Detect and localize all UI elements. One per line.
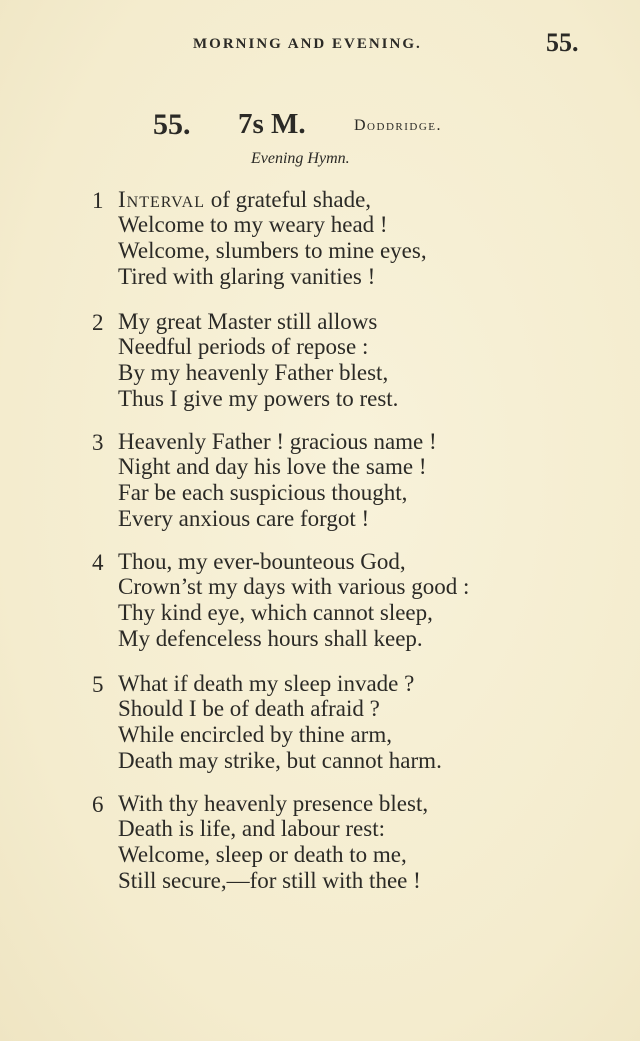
- stanza-line: Crown’st my days with various good :: [118, 574, 470, 599]
- stanza-line: Still secure,—for still with thee !: [118, 868, 421, 893]
- stanza-number: 6: [92, 792, 104, 817]
- running-head: MORNING AND EVENING.: [193, 36, 422, 52]
- stanza-line: [118, 188, 371, 211]
- stanza-line: Welcome, slumbers to mine eyes,: [118, 238, 427, 263]
- stanza-line: Needful periods of repose :: [118, 334, 369, 359]
- stanza-line: Every anxious care forgot !: [118, 506, 370, 531]
- stanza-number: 5: [92, 672, 104, 697]
- stanza-line: While encircled by thine arm,: [118, 722, 392, 747]
- stanza-line: My great Master still allows: [118, 309, 378, 334]
- stanza-line: Heavenly Father ! gracious name !: [118, 429, 437, 454]
- stanza-line: Night and day his love the same !: [118, 454, 427, 479]
- stanza-line: Thou, my ever-bounteous God,: [118, 549, 406, 574]
- stanza-line: Thy kind eye, which cannot sleep,: [118, 600, 433, 625]
- hymn-title: Evening Hymn.: [251, 150, 350, 167]
- stanza-line: My defenceless hours shall keep.: [118, 626, 423, 651]
- stanza-line: Should I be of death afraid ?: [118, 696, 380, 721]
- hymn-number: 55.: [153, 108, 191, 141]
- hymn-author: Doddridge.: [354, 117, 442, 134]
- stanza-line: Death is life, and labour rest:: [118, 816, 385, 841]
- stanza-line: Death may strike, but cannot harm.: [118, 748, 442, 773]
- stanza-number: 3: [92, 430, 104, 455]
- stanza-lead-word: Interval: [118, 187, 205, 212]
- hymn-meter: 7s M.: [238, 108, 306, 140]
- stanza-line: What if death my sleep invade ?: [118, 671, 415, 696]
- stanza-line: With thy heavenly presence blest,: [118, 791, 429, 816]
- stanza-line: Welcome, sleep or death to me,: [118, 842, 407, 867]
- stanza-number: 4: [92, 550, 104, 575]
- page-number: 55.: [546, 28, 579, 57]
- stanza-line: Thus I give my powers to rest.: [118, 386, 399, 411]
- stanza-number: 1: [92, 188, 104, 213]
- stanza-number: 2: [92, 310, 104, 335]
- stanza-line: Tired with glaring vanities !: [118, 264, 376, 289]
- stanza-line: Welcome to my weary head !: [118, 212, 388, 237]
- stanza-line: By my heavenly Father blest,: [118, 360, 389, 385]
- stanza-line: Far be each suspicious thought,: [118, 480, 408, 505]
- stanza-line-text: of grateful shade,: [204, 187, 372, 212]
